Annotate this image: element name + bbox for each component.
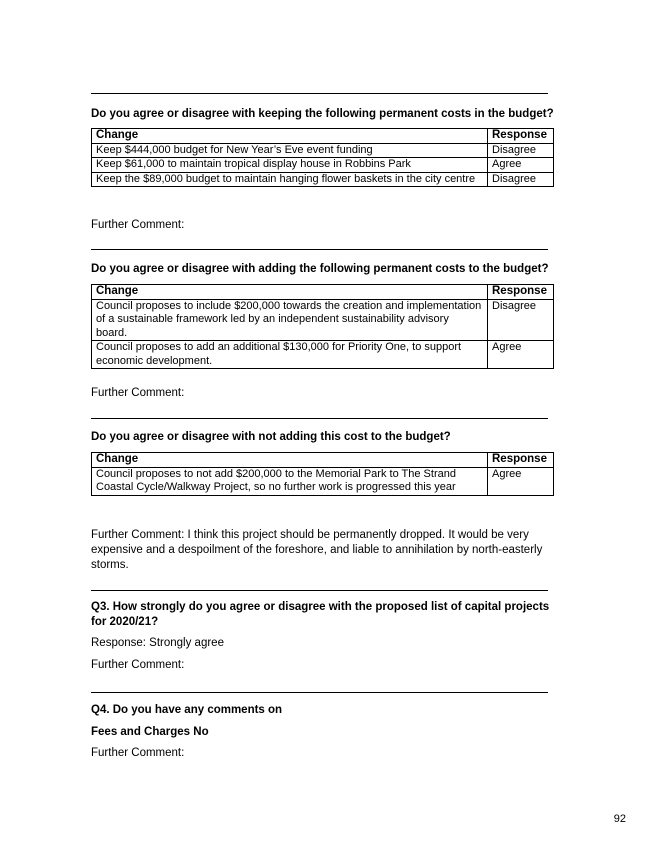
q4-question: Q4. Do you have any comments on bbox=[91, 704, 283, 716]
section1-further-comment: Further Comment: bbox=[91, 219, 185, 231]
section3-table bbox=[91, 452, 554, 496]
response-cell: Agree bbox=[488, 341, 554, 369]
section1-question: Do you agree or disagree with keeping the following permanent costs in the budget? bbox=[91, 108, 554, 120]
change-column-header: Change bbox=[92, 453, 488, 468]
table-row bbox=[92, 158, 554, 173]
change-cell: Keep $444,000 budget for New Year’s Eve event funding bbox=[92, 143, 488, 158]
response-cell: Disagree bbox=[488, 172, 554, 187]
response-cell: Disagree bbox=[488, 299, 554, 341]
section-divider bbox=[91, 249, 548, 250]
change-cell: Council proposes to add an additional $130,000 for Priority One, to support economic development. bbox=[92, 341, 488, 369]
section2-question: Do you agree or disagree with adding the following permanent costs to the budget? bbox=[91, 263, 549, 275]
section3-question: Do you agree or disagree with not adding this cost to the budget? bbox=[91, 431, 451, 443]
response-column-header: Response bbox=[488, 285, 554, 300]
q4-further-comment: Further Comment: bbox=[91, 747, 185, 759]
table-row bbox=[92, 143, 554, 158]
section-divider bbox=[91, 418, 548, 419]
q3-response: Response: Strongly agree bbox=[91, 637, 224, 649]
change-cell: Keep the $89,000 budget to maintain hanging flower baskets in the city centre bbox=[92, 172, 488, 187]
section-divider bbox=[91, 692, 548, 693]
table-row bbox=[92, 299, 554, 341]
table-header-row bbox=[92, 129, 554, 144]
table-header-row bbox=[92, 285, 554, 300]
response-cell: Disagree bbox=[488, 143, 554, 158]
response-column-header: Response bbox=[488, 453, 554, 468]
q3-question: Q3. How strongly do you agree or disagree with the proposed list of capital projects for 2020/21? bbox=[91, 601, 550, 628]
section1-table bbox=[91, 128, 554, 187]
change-cell: Council proposes to not add $200,000 to the Memorial Park to The Strand Coastal Cycle/Walkway Project, so no further work is progressed this year bbox=[92, 467, 488, 495]
section-divider bbox=[91, 93, 548, 94]
section3-further-comment: Further Comment: I think this project should be permanently dropped. It would be very expensive and a despoilment of the foreshore, and liable to annihilation by north-easterly storms. bbox=[91, 529, 543, 571]
q3-further-comment: Further Comment: bbox=[91, 659, 185, 671]
section2-table bbox=[91, 284, 554, 369]
change-column-header: Change bbox=[92, 129, 488, 144]
response-cell: Agree bbox=[488, 467, 554, 495]
response-cell: Agree bbox=[488, 158, 554, 173]
table-row bbox=[92, 467, 554, 495]
table-row bbox=[92, 172, 554, 187]
table-header-row bbox=[92, 453, 554, 468]
change-cell: Council proposes to include $200,000 towards the creation and implementation of a sustainable framework led by an independent sustainability advisory board. bbox=[92, 299, 488, 341]
page-number: 92 bbox=[613, 813, 626, 825]
change-column-header: Change bbox=[92, 285, 488, 300]
change-cell: Keep $61,000 to maintain tropical display house in Robbins Park bbox=[92, 158, 488, 173]
section2-further-comment: Further Comment: bbox=[91, 387, 185, 399]
section-divider bbox=[91, 590, 548, 591]
table-row bbox=[92, 341, 554, 369]
response-column-header: Response bbox=[488, 129, 554, 144]
q4-subheading: Fees and Charges No bbox=[91, 726, 209, 738]
